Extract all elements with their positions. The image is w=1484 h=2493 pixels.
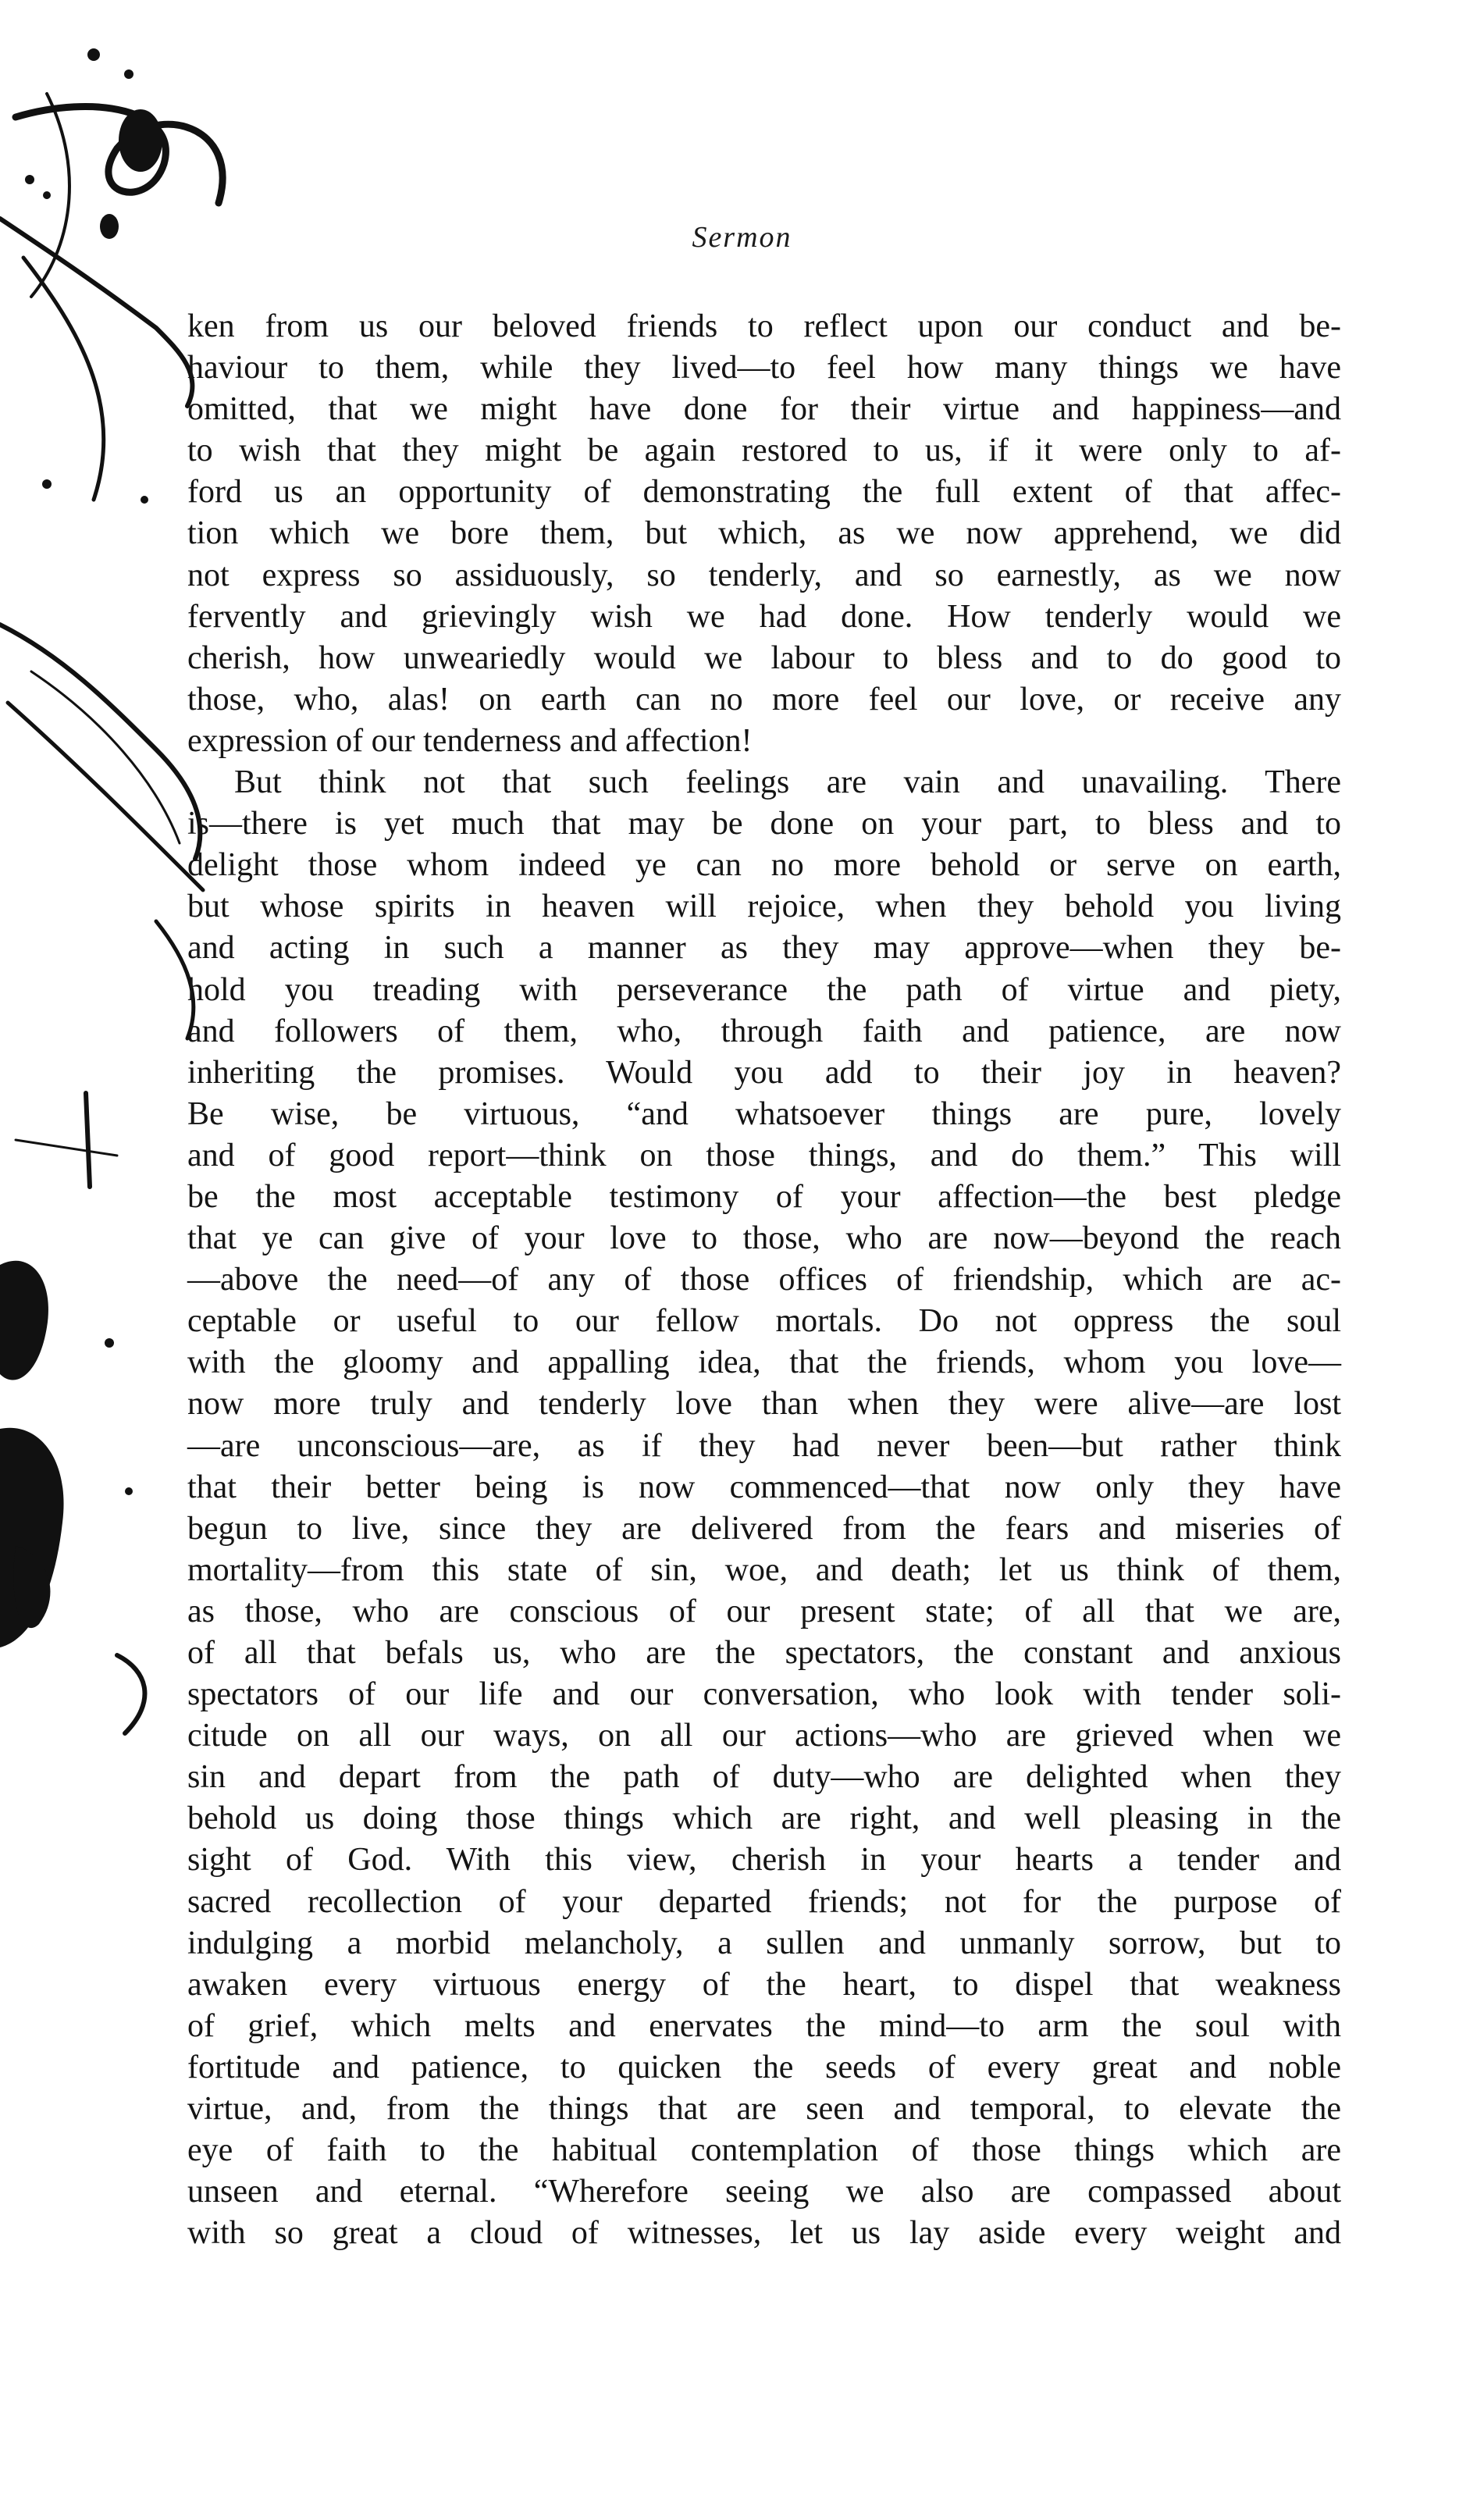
text-line: haviour to them, while they lived—to feel how many things we have	[187, 350, 1341, 386]
text-line: with so great a cloud of witnesses, let us lay aside every weight and	[187, 2215, 1341, 2252]
text-line: omitted, that we might have done for their virtue and happiness—and	[187, 391, 1341, 428]
text-line: ceptable or useful to our fellow mortals. Do not oppress the soul	[187, 1303, 1341, 1340]
text-line: with the gloomy and appalling idea, that the friends, whom you love—	[187, 1344, 1341, 1381]
text-line: sacred recollection of your departed friends; not for the purpose of	[187, 1883, 1341, 1920]
text-line: unseen and eternal. “Wherefore seeing we also are compassed about	[187, 2174, 1341, 2210]
text-line: to wish that they might be again restored to us, if it were only to af-	[187, 433, 1341, 469]
text-line: mortality—from this state of sin, woe, and death; let us think of them,	[187, 1551, 1341, 1588]
text-line: is—there is yet much that may be done on your part, to bless and to	[187, 806, 1341, 842]
sermon-body-text	[187, 306, 1341, 2254]
text-line: ford us an opportunity of demonstrating the full extent of that affec-	[187, 474, 1341, 511]
text-line: hold you treading with perseverance the path of virtue and piety,	[187, 971, 1341, 1008]
text-line: as those, who are conscious of our present state; of all that we are,	[187, 1593, 1341, 1629]
text-line: virtue, and, from the things that are seen and temporal, to elevate the	[187, 2091, 1341, 2128]
text-line: sin and depart from the path of duty—who are delighted when they	[187, 1759, 1341, 1796]
text-line: But think not that such feelings are vain and unavailing. There	[234, 764, 1341, 801]
text-line: of all that befals us, who are the spectators, the constant and anxious	[187, 1635, 1341, 1671]
text-line: ken from us our beloved friends to reflect upon our conduct and be-	[187, 308, 1341, 344]
text-line: and acting in such a manner as they may approve—when they be-	[187, 930, 1341, 967]
text-line: begun to live, since they are delivered from the fears and miseries of	[187, 1510, 1341, 1547]
text-line: delight those whom indeed ye can no more behold or serve on earth,	[187, 847, 1341, 884]
text-line: —are unconscious—are, as if they had never been—but rather think	[187, 1427, 1341, 1464]
text-line: now more truly and tenderly love than when they were alive—are lost	[187, 1386, 1341, 1423]
text-line: and of good report—think on those things, and do them.” This will	[187, 1137, 1341, 1173]
text-line: fervently and grievingly wish we had done. How tenderly would we	[187, 598, 1341, 635]
text-line: be the most acceptable testimony of your affection—the best pledge	[187, 1178, 1341, 1215]
text-line: that their better being is now commenced—that now only they have	[187, 1469, 1341, 1505]
text-line: eye of faith to the habitual contemplation of those things which are	[187, 2132, 1341, 2169]
text-line: inheriting the promises. Would you add to their joy in heaven?	[187, 1054, 1341, 1091]
text-line: tion which we bore them, but which, as we now apprehend, we did	[187, 515, 1341, 552]
text-line: expression of our tenderness and affection!	[187, 722, 753, 759]
text-line: awaken every virtuous energy of the heart, to dispel that weakness	[187, 1966, 1341, 2003]
text-line: cherish, how unweariedly would we labour to bless and to do good to	[187, 639, 1341, 676]
text-line: Be wise, be virtuous, “and whatsoever things are pure, lovely	[187, 1095, 1341, 1132]
text-line: citude on all our ways, on all our actions—who are grieved when we	[187, 1718, 1341, 1754]
text-line: behold us doing those things which are right, and well pleasing in the	[187, 1800, 1341, 1837]
text-line: not express so assiduously, so tenderly, and so earnestly, as we now	[187, 557, 1341, 593]
text-line: and followers of them, who, through faith and patience, are now	[187, 1013, 1341, 1049]
text-line: of grief, which melts and enervates the mind—to arm the soul with	[187, 2007, 1341, 2044]
text-line: indulging a morbid melancholy, a sullen and unmanly sorrow, but to	[187, 1925, 1341, 1961]
text-line: fortitude and patience, to quicken the seeds of every great and noble	[187, 2049, 1341, 2085]
text-line: —above the need—of any of those offices of friendship, which are ac-	[187, 1262, 1341, 1298]
text-line: but whose spirits in heaven will rejoice, when they behold you living	[187, 889, 1341, 925]
text-line: those, who, alas! on earth can no more feel our love, or receive any	[187, 681, 1341, 718]
text-line: sight of God. With this view, cherish in your hearts a tender and	[187, 1842, 1341, 1879]
running-head: Sermon	[692, 221, 792, 254]
text-line: that ye can give of your love to those, who are now—beyond the reach	[187, 1220, 1341, 1257]
text-line: spectators of our life and our conversation, who look with tender soli-	[187, 1676, 1341, 1713]
